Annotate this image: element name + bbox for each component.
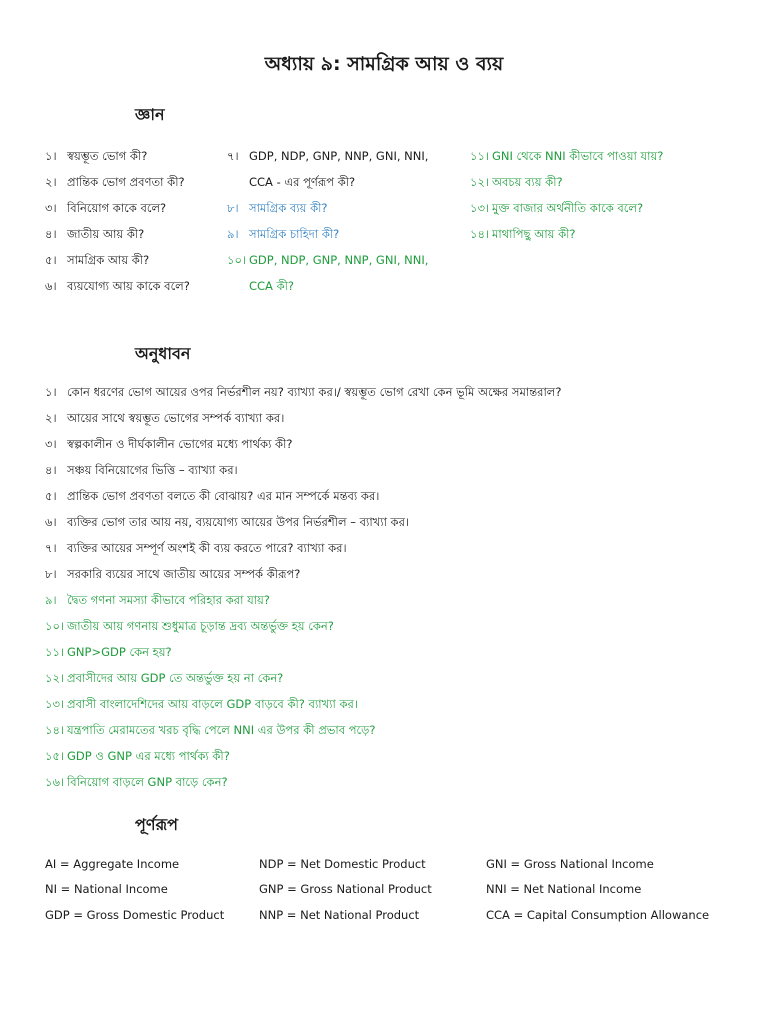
question-text: সামগ্রিক চাহিদা কী?: [249, 227, 340, 241]
question-number: ১৩।: [45, 697, 65, 711]
question-item: [45, 457, 745, 483]
question-text: সামগ্রিক আয় কী?: [67, 253, 150, 267]
question-item: [45, 143, 225, 169]
question-number: ১৫।: [45, 749, 65, 763]
question-item: [470, 143, 760, 169]
question-item: [45, 561, 745, 587]
question-text: প্রান্তিক ভোগ প্রবণতা বলতে কী বোঝায়? এর মান সম্পর্কে মন্তব্য কর।: [67, 489, 380, 503]
question-number: ৮।: [45, 567, 57, 581]
question-item: [45, 769, 745, 795]
knowledge-column-2: [227, 143, 467, 299]
question-text: প্রবাসী বাংলাদেশিদের আয় বাড়লে GDP বাড়বে কী? ব্যাখ্যা কর।: [67, 697, 358, 711]
question-number: ৯।: [45, 593, 57, 607]
question-text-line-2: CCA - এর পূর্ণরূপ কী?: [249, 175, 356, 189]
full-form-entry: NI = National Income: [45, 882, 168, 897]
question-number: ১৬।: [45, 775, 65, 789]
question-text: সরকারি ব্যয়ের সাথে জাতীয় আয়ের সম্পর্ক কীরূপ?: [67, 567, 301, 581]
question-item: [45, 587, 745, 613]
question-number: ৩।: [45, 201, 57, 215]
section-heading-full-forms: পূর্ণরূপ: [135, 815, 179, 834]
page-title: অধ্যায় ৯: সামগ্রিক আয় ও ব্যয়: [264, 53, 504, 75]
question-number: ৮।: [227, 201, 239, 215]
question-text: দ্বৈত গণনা সমস্যা কীভাবে পরিহার করা যায়?: [67, 593, 270, 607]
question-item: [45, 535, 745, 561]
full-forms-row: [45, 851, 745, 877]
question-number: ১।: [45, 149, 57, 163]
question-text-line-1: GDP, NDP, GNP, NNP, GNI, NNI,: [249, 253, 429, 267]
question-item: [45, 639, 745, 665]
question-text: ব্যয়যোগ্য আয় কাকে বলে?: [67, 279, 190, 293]
question-text: ব্যক্তির ভোগ তার আয় নয়, ব্যয়যোগ্য আয়ের উপর নির্ভরশীল – ব্যাখ্যা কর।: [67, 515, 410, 529]
question-number: ৬।: [45, 515, 57, 529]
question-number: ৯।: [227, 227, 239, 241]
question-number: ১৪।: [45, 723, 65, 737]
question-text: স্বল্পকালীন ও দীর্ঘকালীন ভোগের মধ্যে পার্থক্য কী?: [67, 437, 293, 451]
full-form-entry: AI = Aggregate Income: [45, 856, 180, 871]
question-item: [470, 195, 760, 221]
question-number: ১।: [45, 385, 57, 399]
question-number: ১২।: [470, 175, 490, 189]
question-item: [45, 195, 225, 221]
question-text: যন্ত্রপাতি মেরামতের খরচ বৃদ্ধি পেলে NNI এর উপর কী প্রভাব পড়ে?: [67, 723, 376, 737]
question-text: [249, 143, 449, 195]
question-number: ৫।: [45, 253, 57, 267]
question-number: ১০।: [45, 619, 65, 633]
question-item: [45, 717, 745, 743]
full-forms-row: [45, 877, 745, 903]
question-text: GDP ও GNP এর মধ্যে পার্থক্য কী?: [67, 749, 230, 763]
question-text: মুক্ত বাজার অর্থনীতি কাকে বলে?: [492, 201, 644, 215]
understanding-question-list: [45, 379, 745, 795]
full-form-entry: CCA = Capital Consumption Allowance: [486, 907, 710, 922]
question-number: ৭।: [227, 149, 239, 163]
question-item: [45, 665, 745, 691]
full-forms-row: [45, 902, 745, 928]
question-number: ৪।: [45, 463, 57, 477]
question-item: [45, 691, 745, 717]
question-item: [45, 247, 225, 273]
question-number: ৩।: [45, 437, 57, 451]
section-heading-knowledge: জ্ঞান: [135, 105, 165, 124]
question-text: প্রান্তিক ভোগ প্রবণতা কী?: [67, 175, 185, 189]
question-text: স্বয়ম্ভূত ভোগ কী?: [67, 149, 148, 163]
question-item: [45, 431, 745, 457]
full-form-entry: GNP = Gross National Product: [259, 882, 432, 897]
section-heading-understanding: অনুধাবন: [135, 344, 191, 363]
question-number: ২।: [45, 175, 57, 189]
question-item: [45, 379, 745, 405]
question-number: ৬।: [45, 279, 57, 293]
question-number: ১৩।: [470, 201, 490, 215]
question-number: ১৪।: [470, 227, 490, 241]
question-text: বিনিয়োগ বাড়লে GNP বাড়ে কেন?: [67, 775, 228, 789]
question-item: [45, 405, 745, 431]
question-item: [470, 169, 760, 195]
question-text: বিনিয়োগ কাকে বলে?: [67, 201, 167, 215]
question-text: কোন ধরণের ভোগ আয়ের ওপর নির্ভরশীল নয়? ব্যাখ্যা কর।/ স্বয়ম্ভূত ভোগ রেখা কেন ভূমি অক্ষের সমান্তরাল?: [67, 385, 562, 399]
full-form-entry: NNP = Net National Product: [259, 907, 420, 922]
question-number: ৫।: [45, 489, 57, 503]
question-number: ১১।: [470, 149, 490, 163]
question-text: মাথাপিছু আয় কী?: [492, 227, 576, 241]
full-forms-table: [45, 851, 745, 928]
question-text: অবচয় ব্যয় কী?: [492, 175, 563, 189]
question-number: ২।: [45, 411, 57, 425]
question-text: GNI থেকে NNI কীভাবে পাওয়া যায়?: [492, 149, 664, 163]
full-form-entry: GDP = Gross Domestic Product: [45, 907, 225, 922]
question-text: প্রবাসীদের আয় GDP তে অন্তর্ভুক্ত হয় না কেন?: [67, 671, 284, 685]
question-text: [249, 247, 449, 299]
question-item: [227, 247, 467, 299]
question-number: ১১।: [45, 645, 65, 659]
question-number: ৪।: [45, 227, 57, 241]
question-text: আয়ের সাথে স্বয়ম্ভূত ভোগের সম্পর্ক ব্যাখ্যা কর।: [67, 411, 285, 425]
question-item: [227, 143, 467, 195]
question-text: জাতীয় আয় কী?: [67, 227, 145, 241]
knowledge-column-3: [470, 143, 760, 247]
question-text: GNP>GDP কেন হয়?: [67, 645, 172, 659]
question-item: [45, 509, 745, 535]
question-item: [45, 483, 745, 509]
question-item: [227, 195, 467, 221]
full-form-entry: NNI = Net National Income: [486, 882, 642, 897]
question-item: [470, 221, 760, 247]
knowledge-column-1: [45, 143, 225, 299]
question-text-line-1: GDP, NDP, GNP, NNP, GNI, NNI,: [249, 149, 429, 163]
question-text-line-2: CCA কী?: [249, 279, 295, 293]
question-text: সঞ্চয় বিনিয়োগের ভিত্তি – ব্যাখ্যা কর।: [67, 463, 238, 477]
question-number: ১০।: [227, 253, 247, 267]
question-number: ১২।: [45, 671, 65, 685]
question-item: [45, 221, 225, 247]
question-text: জাতীয় আয় গণনায় শুধুমাত্র চূড়ান্ত দ্রব্য অন্তর্ভুক্ত হয় কেন?: [67, 619, 334, 633]
question-text: ব্যক্তির আয়ের সম্পূর্ণ অংশই কী ব্যয় করতে পারে? ব্যাখ্যা কর।: [67, 541, 347, 555]
question-item: [45, 613, 745, 639]
question-text: সামগ্রিক ব্যয় কী?: [249, 201, 328, 215]
question-item: [227, 221, 467, 247]
question-item: [45, 273, 225, 299]
question-item: [45, 743, 745, 769]
full-form-entry: NDP = Net Domestic Product: [259, 856, 426, 871]
question-number: ৭।: [45, 541, 57, 555]
full-form-entry: GNI = Gross National Income: [486, 856, 654, 871]
question-item: [45, 169, 225, 195]
